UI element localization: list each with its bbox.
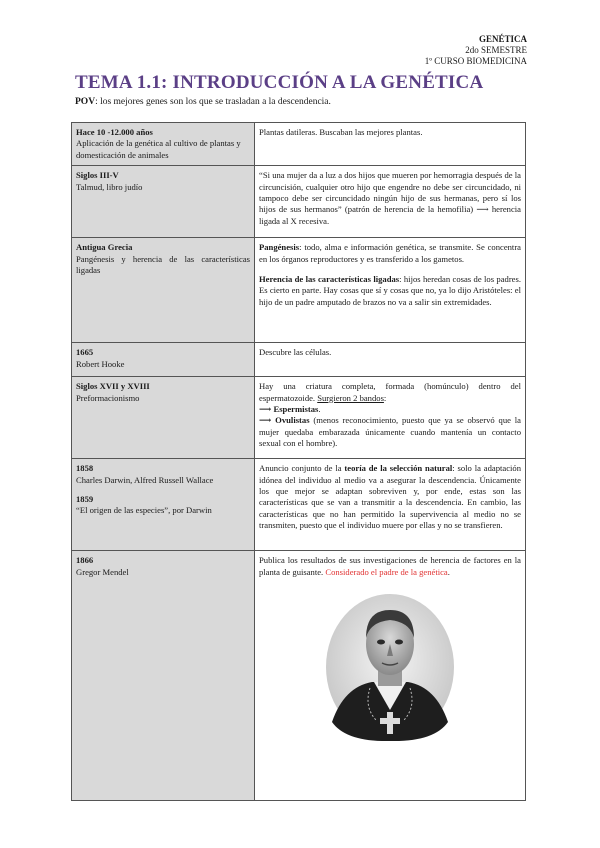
row-content-cell	[255, 551, 526, 801]
row-content-cell	[255, 377, 526, 459]
row-label-cell	[72, 377, 255, 459]
row-period: Siglos III-V	[76, 170, 119, 181]
mendel-end: .	[447, 566, 450, 577]
row-desc: Charles Darwin, Alfred Russell Wallace	[76, 474, 214, 485]
inheritance-text: : hijos heredan cosas de los padres. Es cierto en parte. Hay cosas que sí y cosas que no, ya lo dijo Aristóteles: el hijo de un padre amputado de brazos no va a salir sin extremidades.	[259, 274, 521, 307]
table-row	[72, 238, 526, 343]
table-row	[72, 166, 526, 238]
row-content-cell	[255, 343, 526, 377]
header-subject: GENÉTICA	[478, 34, 527, 44]
pov-line	[75, 97, 331, 107]
mendel-portrait	[324, 592, 456, 742]
term-pangenesis: Pangénesis	[259, 242, 300, 253]
natural-selection-term: teoría de la selección natural	[344, 463, 453, 474]
row-desc-2: “El origen de las especies”, por Darwin	[76, 505, 212, 516]
darwin-pre: Anuncio conjunto de la	[259, 463, 345, 474]
row-period-2: 1859	[76, 494, 94, 505]
table-row	[72, 551, 526, 801]
mendel-highlight: Considerado el padre de la genética	[325, 566, 448, 577]
term-inheritance: Herencia de las características ligadas	[259, 274, 400, 285]
row-label-cell	[72, 166, 255, 238]
row-content-cell	[255, 123, 526, 166]
ovulists-line	[259, 415, 521, 449]
inheritance-paragraph	[259, 274, 521, 308]
page-title: TEMA 1.1: INTRODUCCIÓN A LA GENÉTICA	[75, 72, 484, 93]
preformation-intro	[259, 381, 521, 404]
row-period: Hace 10 -12.000 años	[76, 127, 153, 137]
row-label-cell	[72, 238, 255, 343]
row-period: 1858	[76, 463, 94, 474]
document-header	[425, 34, 527, 67]
row-desc: Talmud, libro judío	[76, 181, 143, 192]
header-semester: 2do SEMESTRE	[465, 45, 527, 55]
row-text: “Si una mujer da a luz a dos hijos que mueren por hemorragia después de la circuncisión, cualquier otro hijo que engendre no debe ser circuncidado, ni tampoco debe ser circuncidado ningún hijo de sus hermanas, pero sí los hijos de sus hermanos” (patrón de herencia de la hemofilia) ⟶ herencia ligada al X recesiva.	[259, 170, 521, 226]
row-content-cell	[255, 459, 526, 551]
mendel-text: Publica los resultados de sus investigaciones de herencia de factores en la planta de guisante.	[259, 555, 521, 577]
header-course: 1º CURSO BIOMEDICINA	[424, 56, 527, 66]
ovulists-text: (menos reconocimiento, puesto que ya se observó que la mujer quedaba embarazada únicamente cuando mantenía un contacto sexual con el hombre).	[259, 415, 522, 449]
table-row	[72, 459, 526, 551]
row-period: 1665	[76, 347, 94, 358]
table-row	[72, 377, 526, 459]
row-desc: Gregor Mendel	[76, 566, 129, 577]
row-text: Plantas datileras. Buscaban las mejores plantas.	[259, 127, 423, 137]
row-period: Siglos XVII y XVIII	[76, 381, 150, 392]
ovulists-term: ⟶ Ovulistas	[259, 415, 310, 426]
row-desc: Robert Hooke	[76, 358, 125, 369]
row-desc: Aplicación de la genética al cultivo de plantas y domesticación de animales	[76, 138, 241, 160]
row-label-cell	[72, 459, 255, 551]
pangenesis-text: : todo, alma e información genética, se transmite. Se concentra en los órganos reproductores y es transferido a los gametos.	[259, 242, 521, 264]
intro-end: :	[383, 392, 387, 403]
row-period: 1866	[76, 555, 94, 566]
row-label-cell	[72, 551, 255, 801]
row-content-cell	[255, 166, 526, 238]
table-row	[72, 343, 526, 377]
row-text: Descubre las células.	[259, 347, 332, 358]
row-label-cell	[72, 123, 255, 166]
timeline-table	[71, 122, 526, 801]
row-desc: Pangénesis y herencia de las características ligadas	[76, 253, 250, 276]
row-label-cell	[72, 343, 255, 377]
intro-text: Hay una criatura completa, formada (homúnculo) dentro del espermatozoide.	[259, 381, 521, 403]
pov-label: POV	[75, 97, 96, 107]
table-row	[72, 123, 526, 166]
pangenesis-paragraph	[259, 242, 521, 265]
spermists-end: .	[318, 404, 321, 415]
row-desc: Preformacionismo	[76, 392, 140, 403]
intro-underlined: Surgieron 2 bandos	[317, 392, 384, 403]
spermists-term: ⟶ Espermistas	[259, 404, 319, 415]
pov-text: : los mejores genes son los que se trasladan a la descendencia.	[95, 97, 331, 107]
spermists-line	[259, 404, 521, 415]
darwin-post: : solo la adaptación idónea del individuo al medio va a asegurar la descendencia. Únicamente los que mejor se adaptan sobreviven y, por ende, estas son las características que se van a transmitir a la descendencia. En cambio, las características que no han permitido la supervivencia al medio no se transmiten, puesto que el individuo muere por ellas y no se transfieren.	[259, 463, 521, 531]
row-period: Antigua Grecia	[76, 242, 133, 253]
row-content-cell	[255, 238, 526, 343]
